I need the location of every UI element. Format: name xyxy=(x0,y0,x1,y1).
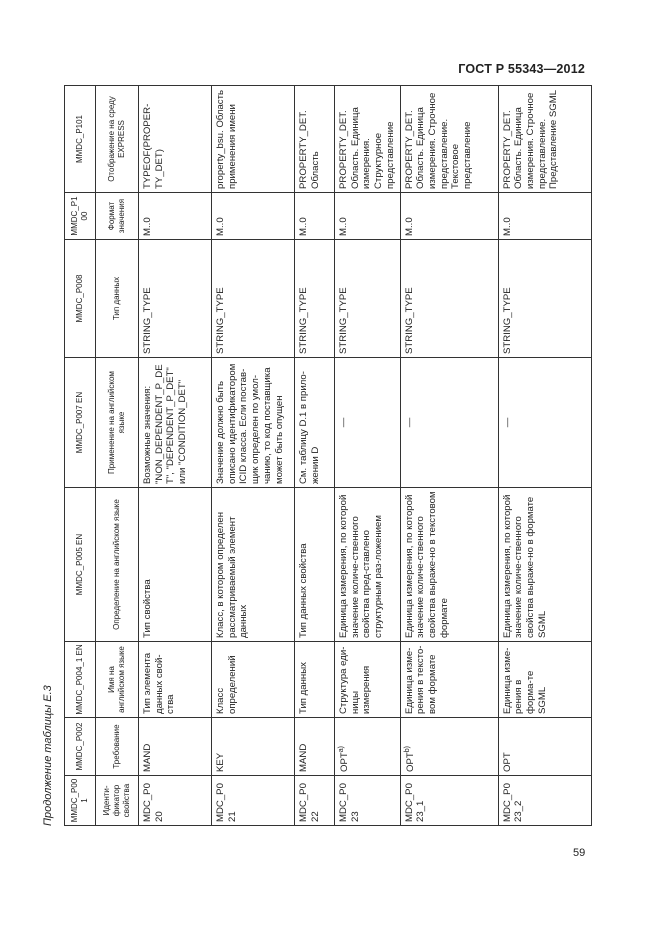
cell-express: PROPERTY_DET. Область xyxy=(295,86,335,193)
cell-format: M..0 xyxy=(212,193,295,240)
page-number: 59 xyxy=(573,847,586,859)
cell-requirement xyxy=(335,718,401,776)
cell-id: MDC_P023_1 xyxy=(400,776,498,826)
cell-express: PROPERTY_DET. Область. Единица измерения. Структурное представление xyxy=(335,86,401,193)
cell-express: PROPERTY_DET. Область. Единица измерения. Строчное представление. Текстовое представление xyxy=(400,86,498,193)
cell-definition: Единица измерения, по которой значение количе-ственного свойства пред-ставлено структурным раз-ложением xyxy=(335,488,401,642)
cell-name: Тип данных xyxy=(295,642,335,718)
cell-id: MDC_P021 xyxy=(212,776,295,826)
table-row xyxy=(295,86,335,826)
col-code: MMDC_P101 xyxy=(65,86,96,193)
cell-usage: Значение должно быть описано идентификатором ICID класса. Если постав-щик определен по умол-чанию, то код поставщика может быть опущен xyxy=(212,358,295,488)
cell-id: MDC_P023 xyxy=(335,776,401,826)
footnote-marker: a) xyxy=(338,746,345,753)
cell-datatype: STRING_TYPE xyxy=(400,240,498,358)
cell-definition: Тип данных свойства xyxy=(295,488,335,642)
cell-usage: — xyxy=(498,358,591,488)
property-table xyxy=(64,85,592,826)
col-code: MMDC_P005 EN xyxy=(65,488,96,642)
table-caption: Продолжение таблицы Е.3 xyxy=(42,685,54,826)
col-label: Отображение на среду EXPRESS xyxy=(96,86,139,193)
cell-express: property_bsu. Область применения имени xyxy=(212,86,295,193)
table-row xyxy=(400,86,498,826)
cell-express: PROPERTY_DET. Область. Единица измерения. Строчное представление. Представление SGML xyxy=(498,86,591,193)
cell-requirement: KEY xyxy=(212,718,295,776)
cell-format: M..0 xyxy=(400,193,498,240)
cell-format: M..0 xyxy=(498,193,591,240)
cell-name: Единица изме-рения в тексто-вом формате xyxy=(400,642,498,718)
col-code: MMDC_P008 xyxy=(65,240,96,358)
requirement-value: OPT xyxy=(404,752,416,772)
col-code: MMDC_P004_1 EN xyxy=(65,642,96,718)
col-label: Имя на английском языке xyxy=(96,642,139,718)
col-label: Определение на английском языке xyxy=(96,488,139,642)
cell-usage: — xyxy=(335,358,401,488)
cell-usage: Возможные значения: "NON_DEPENDENT_P_DET", "DEPENDENT_P_DET" или "CONDITION_DET" xyxy=(139,358,212,488)
col-code: MMDC_P007 EN xyxy=(65,358,96,488)
col-label: Тип данных xyxy=(96,240,139,358)
header-row-labels xyxy=(96,86,139,826)
cell-id: MDC_P023_2 xyxy=(498,776,591,826)
cell-usage: См. таблицу D.1 в прило-жении D xyxy=(295,358,335,488)
cell-definition: Единица измерения, по которой значение количе-ственного свойства выраже-но в формате SGML xyxy=(498,488,591,642)
cell-requirement: MAND xyxy=(139,718,212,776)
cell-name: Класс определений xyxy=(212,642,295,718)
cell-usage: — xyxy=(400,358,498,488)
cell-requirement: OPT xyxy=(498,718,591,776)
cell-datatype: STRING_TYPE xyxy=(498,240,591,358)
rotated-table-area xyxy=(42,86,579,826)
table-row xyxy=(212,86,295,826)
cell-name: Единица изме-рения в форма-те SGML xyxy=(498,642,591,718)
cell-datatype: STRING_TYPE xyxy=(212,240,295,358)
cell-express: TYPEOF(PROPER-TY_DET) xyxy=(139,86,212,193)
cell-definition: Единица измерения, по которой значение количе-ственного свойства выраже-но в текстовом формате xyxy=(400,488,498,642)
col-code: MMDC_P100 xyxy=(65,193,96,240)
col-label: Применение на английском языке xyxy=(96,358,139,488)
cell-id: MDC_P020 xyxy=(139,776,212,826)
col-label: Иденти-фикатор свойства xyxy=(96,776,139,826)
cell-name: Тип элемента данных свой-ства xyxy=(139,642,212,718)
cell-datatype: STRING_TYPE xyxy=(335,240,401,358)
cell-definition: Класс, в котором определен рассматриваемый элемент данных xyxy=(212,488,295,642)
cell-requirement: MAND xyxy=(295,718,335,776)
requirement-value: OPT xyxy=(339,752,351,772)
cell-requirement xyxy=(400,718,498,776)
header-row-codes xyxy=(65,86,96,826)
cell-datatype: STRING_TYPE xyxy=(139,240,212,358)
col-code: MMDC_P001 xyxy=(65,776,96,826)
table-row xyxy=(139,86,212,826)
table-row xyxy=(498,86,591,826)
cell-name: Структура еди-ницы измерения xyxy=(335,642,401,718)
footnote-marker: b) xyxy=(403,746,411,753)
col-label: Формат значения xyxy=(96,193,139,240)
document-standard-header: ГОСТ Р 55343—2012 xyxy=(458,62,585,76)
cell-format: M..0 xyxy=(295,193,335,240)
cell-format: M..0 xyxy=(335,193,401,240)
cell-format: M..0 xyxy=(139,193,212,240)
cell-id: MDC_P022 xyxy=(295,776,335,826)
col-label: Требование xyxy=(96,718,139,776)
cell-definition: Тип свойства xyxy=(139,488,212,642)
table-row xyxy=(335,86,401,826)
cell-datatype: STRING_TYPE xyxy=(295,240,335,358)
col-code: MMDC_P002 xyxy=(65,718,96,776)
